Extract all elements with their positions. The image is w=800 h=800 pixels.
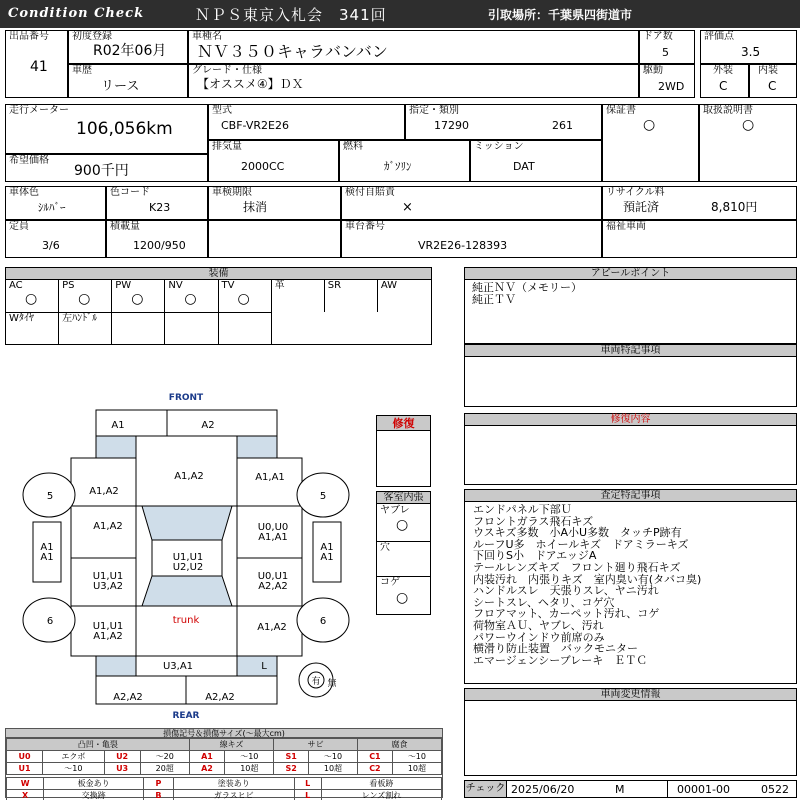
designation-box: [405, 104, 602, 140]
equipment-label: 左ﾊﾝﾄﾞﾙ: [62, 313, 98, 324]
check-label: チェック: [465, 781, 507, 797]
drive-label: 駆動: [643, 65, 663, 76]
front-left-blue: [96, 436, 136, 458]
welfare-label: 福祉車両: [606, 221, 646, 232]
legend-desc: ガラスヒビ: [173, 790, 294, 800]
exterior-box: [700, 64, 749, 98]
interior-box: [749, 64, 797, 98]
inspection-box: [208, 186, 341, 220]
type-label: 型式: [212, 105, 232, 116]
capacity: 3/6: [42, 239, 60, 252]
equipment-cell-ps: [59, 280, 112, 312]
history-box: [68, 64, 188, 98]
color-box: [5, 186, 106, 220]
label-bottom-right: A2,A2: [205, 692, 235, 703]
inspector-notes-title: 査定特記事項: [465, 490, 796, 502]
grade-label: グレード・仕様: [192, 65, 262, 76]
legend-desc: 10超: [225, 763, 274, 775]
score: 3.5: [741, 45, 761, 59]
legend-desc: 〜10: [225, 751, 274, 763]
check-date: 2025/06/20: [511, 783, 575, 796]
equipment-mark: ○: [237, 291, 250, 307]
equipment-label: NV: [168, 280, 183, 291]
label-front-right-fender: A1,A1: [255, 472, 285, 483]
legend-code: S2: [274, 763, 309, 775]
legend-desc: 20超: [140, 763, 189, 775]
equipment-label: PS: [62, 280, 75, 291]
legend-desc: 〜10: [308, 751, 357, 763]
welfare-box: [602, 220, 797, 258]
check-code: M: [615, 783, 625, 796]
label-rear-right-corner: L: [261, 661, 267, 672]
desired-price: 900千円: [74, 163, 129, 179]
special-notes-panel: [464, 344, 797, 407]
legend-code: U1: [7, 763, 43, 775]
grade: 【オススメ④】ＤＸ: [197, 77, 304, 91]
legend-desc: 〜10: [43, 763, 104, 775]
equipment-row-2: [6, 313, 272, 344]
model-name: ＮＶ３５０キャラバンバン: [197, 42, 388, 61]
fuel-label: 燃料: [343, 141, 363, 152]
legend-desc: 〜20: [140, 751, 189, 763]
price-label: 希望価格: [9, 155, 49, 166]
legend-header-scratch: 線キズ: [189, 739, 274, 751]
label-tire-rr: 6: [319, 616, 327, 627]
label-top-right: A2: [201, 420, 215, 431]
doors-label: ドア数: [643, 31, 673, 42]
windshield: [142, 506, 232, 540]
exterior-grade: C: [719, 79, 728, 93]
label-spare-none: 無: [327, 679, 337, 689]
capacity-label: 定員: [9, 221, 29, 232]
chassis-number: VR2E26-128393: [418, 239, 508, 252]
type: CBF-VR2E26: [221, 119, 289, 132]
color-label: 車体色: [9, 187, 39, 198]
vehicle-changes-panel: [464, 688, 797, 776]
first-registration-label: 初度登録: [72, 31, 112, 42]
displacement-box: [208, 140, 339, 182]
cabin-panel: [376, 491, 431, 615]
mileage-label: 走行メーター: [9, 105, 69, 116]
category: 261: [552, 119, 573, 132]
vehicle-changes-title: 車両変更情報: [465, 689, 796, 701]
legend-code: P: [144, 778, 174, 790]
legend-desc: 板金あり: [44, 778, 144, 790]
header-bar: [0, 0, 800, 28]
label-right-quarter: A1,A2: [257, 622, 287, 633]
legend-code: U3: [104, 763, 140, 775]
equipment-title: 装備: [6, 268, 431, 280]
equipment-row-1: [6, 280, 431, 312]
equipment-cell-row2-0: [6, 313, 59, 344]
interior-label: 内装: [758, 65, 778, 76]
equipment-label: AC: [9, 280, 23, 291]
label-front-left-fender: A1,A2: [89, 486, 119, 497]
legend-code: C1: [358, 751, 393, 763]
fuel: ｶﾞｿﾘﾝ: [384, 160, 412, 173]
drive-box: [639, 64, 695, 98]
damage-legend: [5, 728, 443, 798]
equipment-cell-row2-4: [219, 313, 272, 344]
auction-name: ＮＰＳ東京入札会 341回: [195, 6, 387, 24]
legend-desc: 看板跡: [321, 778, 441, 790]
model-label: 車種名: [192, 31, 222, 42]
label-left-rear-door-2: U3,A2: [92, 581, 124, 592]
cabin-tear-label: ヤブレ: [380, 505, 410, 516]
displacement: 2000CC: [241, 160, 285, 173]
label-left-front-door: A1,A2: [93, 521, 123, 532]
score-box: [700, 30, 797, 64]
inspector-notes-text: エンドパネル下部Ｕ フロントガラス飛石キズ ウスキズ多数 小A小U多数 タッチP跡有 ルーフU多 ホイールキズ ドアミラーキズ 下回りS小 ドアエッジA テールレンズキズ フロント廻り飛石キズ 内装汚れ 内張りキズ 室内臭い有(タバコ臭) ハンドルスレ 天張りスレ、ヤニ汚れ シートスレ、ヘタリ、コゲ穴 フロアマット、カーペット汚れ、コゲ 荷物室ＡＵ、ヤブレ、汚れ パワーウインドウ前席のみ 横滑り防止装置 バックモニター エマージェンシーブレーキ ＥＴＣ: [473, 503, 702, 667]
score-label: 評価点: [704, 31, 734, 42]
load-capacity: 1200/950: [133, 239, 186, 252]
appeal-title: アピールポイント: [465, 268, 796, 280]
repair-box: [376, 415, 431, 487]
pickup-location: 引取場所：千葉県四街道市: [488, 8, 633, 22]
designation-label: 指定・類別: [409, 105, 459, 116]
mileage-box: [5, 104, 208, 154]
cabin-title: 客室内張: [377, 492, 430, 504]
history: リース: [101, 79, 140, 94]
legend-desc: レンズ割れ: [321, 790, 441, 800]
equipment-cell-tv: [219, 280, 272, 312]
warranty-label: 保証書: [606, 105, 636, 116]
rear-left-blue: [96, 656, 136, 676]
equipment-mark: ○: [184, 291, 197, 307]
rear-window: [142, 576, 232, 606]
capacity-box: [5, 220, 106, 258]
front-right-blue: [237, 436, 277, 458]
drive: 2WD: [658, 80, 685, 93]
label-bottom-left: A2,A2: [113, 692, 143, 703]
legend-code: L: [294, 778, 321, 790]
repair-label: 修復: [377, 416, 430, 431]
label-top-left: A1: [111, 420, 125, 431]
footer-bar: [464, 780, 797, 798]
doors: 5: [662, 46, 669, 59]
cabin-burn-mark: ○: [396, 590, 409, 606]
blank-box: [208, 220, 341, 258]
doors-box: [639, 30, 695, 64]
liability-box: [341, 186, 602, 220]
check-number: 0522: [761, 783, 789, 796]
equipment-cell-row2-2: [112, 313, 165, 344]
designation: 17290: [434, 119, 469, 132]
appeal-panel: [464, 267, 797, 344]
grade-box: [188, 64, 639, 98]
legend-table: [6, 738, 442, 775]
label-right-rear-door-1: U0,U1: [257, 571, 289, 582]
repair-detail-title: 修復内容: [465, 414, 796, 426]
recycle-status: 預託済: [623, 200, 660, 214]
legend-desc: 10超: [308, 763, 357, 775]
label-spare-mark: 有: [311, 677, 321, 687]
inspection-label: 車検期限: [212, 187, 252, 198]
mission-label: ミッション: [474, 141, 524, 152]
equipment-cell-aw: [378, 280, 431, 312]
legend-header-rust: サビ: [274, 739, 358, 751]
left-front-door: [71, 506, 136, 558]
mission-box: [470, 140, 602, 182]
mileage: 106,056km: [76, 119, 173, 139]
equipment-cell-革: [272, 280, 325, 312]
legend-title: 損傷記号＆損傷サイズ(〜最大cm): [6, 729, 442, 738]
recycle-label: リサイクル料: [606, 187, 665, 198]
label-right-front-door-1: U0,U0: [257, 522, 289, 533]
inspector-notes-panel: [464, 489, 797, 684]
load-box: [106, 220, 208, 258]
manual: ○: [742, 117, 755, 133]
history-label: 車歴: [72, 65, 92, 76]
recycle-box: [602, 186, 797, 220]
equipment-cell-nv: [165, 280, 218, 312]
legend-code: U2: [104, 751, 140, 763]
legend-code: A2: [189, 763, 225, 775]
equipment-label: AW: [380, 280, 398, 291]
report-title: Condition Check: [8, 6, 145, 21]
exterior-label: 外装: [713, 65, 733, 76]
lot-label: 出品番号: [9, 31, 49, 42]
rear-right-blue: [237, 656, 277, 676]
equipment-cell-row2-3: [165, 313, 218, 344]
cabin-burn-label: コゲ: [380, 577, 400, 588]
first-registration: R02年06月: [93, 43, 167, 59]
front-label: FRONT: [168, 393, 204, 403]
equipment-panel: [5, 267, 432, 345]
equipment-cell-ac: [6, 280, 59, 312]
equipment-label: Wﾀｲﾔ: [9, 313, 34, 324]
color-code-box: [106, 186, 208, 220]
type-box: [208, 104, 405, 140]
label-left-rear-door-1: U1,U1: [92, 571, 124, 582]
cabin-tear-mark: ○: [396, 517, 409, 533]
label-roof-2: U2,U2: [172, 562, 204, 573]
legend-code: X: [7, 790, 44, 800]
label-right-rear-door-2: A2,A2: [258, 581, 288, 592]
front-left-fender: [71, 458, 136, 506]
liability-label: 検付自賠責: [345, 187, 395, 198]
label-left-quarter-1: U1,U1: [92, 621, 124, 632]
displacement-label: 排気量: [212, 141, 242, 152]
appeal-text: 純正ＮＶ（メモリー） 純正ＴＶ: [472, 281, 582, 306]
chassis-box: [341, 220, 602, 258]
color-code-label: 色コード: [110, 187, 150, 198]
label-right-front-door-2: A1,A1: [258, 532, 288, 543]
legend-desc: 10超: [392, 763, 441, 775]
equipment-cell-sr: [325, 280, 378, 312]
special-notes-title: 車両特記事項: [465, 345, 796, 357]
legend-desc: 〜10: [392, 751, 441, 763]
label-tire-fl: 5: [46, 491, 54, 502]
lot-number: 41: [30, 59, 48, 75]
recycle-fee: 8,810円: [711, 200, 758, 214]
legend-desc: エクボ: [43, 751, 104, 763]
equipment-label: 革: [274, 280, 285, 291]
manual-label: 取扱説明書: [703, 105, 753, 116]
legend-code: A1: [189, 751, 225, 763]
equipment-label: PW: [115, 280, 132, 291]
inspection: 抹消: [243, 200, 268, 214]
model-box: [188, 30, 639, 64]
equipment-mark: ○: [25, 291, 38, 307]
label-left-mirror-2: A1: [40, 552, 54, 563]
car-damage-diagram: [0, 388, 372, 722]
label-tire-rl: 6: [46, 616, 54, 627]
legend-code: U0: [7, 751, 43, 763]
body-color: ｼﾙﾊﾞｰ: [38, 201, 66, 214]
interior-grade: C: [768, 79, 777, 93]
equipment-mark: ○: [78, 291, 91, 307]
label-trunk: trunk: [172, 615, 200, 626]
label-roof-1: U1,U1: [172, 552, 204, 563]
warranty-box: [602, 104, 699, 182]
manual-box: [699, 104, 797, 182]
equipment-mark: ○: [131, 291, 144, 307]
legend-code: L: [294, 790, 321, 800]
legend-header-corrosion: 腐食: [358, 739, 442, 751]
lot-box: [5, 30, 68, 98]
trunk-panel: [136, 606, 237, 656]
check-serial: 00001-00: [677, 783, 730, 796]
liability: ×: [402, 200, 413, 215]
price-box: [5, 154, 208, 182]
label-left-mirror-1: A1: [40, 542, 54, 553]
legend-header-dent: 凸凹・亀裂: [7, 739, 190, 751]
legend-desc: 塗装あり: [173, 778, 294, 790]
legend-extra-table: [6, 777, 442, 800]
first-registration-box: [68, 30, 188, 64]
equipment-label: SR: [327, 280, 342, 291]
mission: DAT: [513, 160, 535, 173]
legend-code: S1: [274, 751, 309, 763]
legend-code: C2: [358, 763, 393, 775]
equipment-cell-pw: [112, 280, 165, 312]
label-right-mirror-2: A1: [320, 552, 334, 563]
warranty: ○: [643, 117, 656, 133]
label-left-quarter-2: A1,A2: [93, 631, 123, 642]
fuel-box: [339, 140, 470, 182]
equipment-cell-row2-1: [59, 313, 112, 344]
legend-code: B: [144, 790, 174, 800]
label-tire-fr: 5: [319, 491, 327, 502]
color-code: K23: [149, 201, 171, 214]
cabin-hole-label: 穴: [380, 542, 390, 553]
label-hood: A1,A2: [174, 471, 204, 482]
chassis-label: 車台番号: [345, 221, 385, 232]
legend-desc: 交換跡: [44, 790, 144, 800]
label-right-mirror-1: A1: [320, 542, 334, 553]
repair-detail-panel: [464, 413, 797, 485]
load-label: 積載量: [110, 221, 140, 232]
label-rear-bumper: U3,A1: [162, 661, 194, 672]
equipment-label: TV: [221, 280, 235, 291]
legend-code: W: [7, 778, 44, 790]
rear-label: REAR: [172, 711, 200, 721]
